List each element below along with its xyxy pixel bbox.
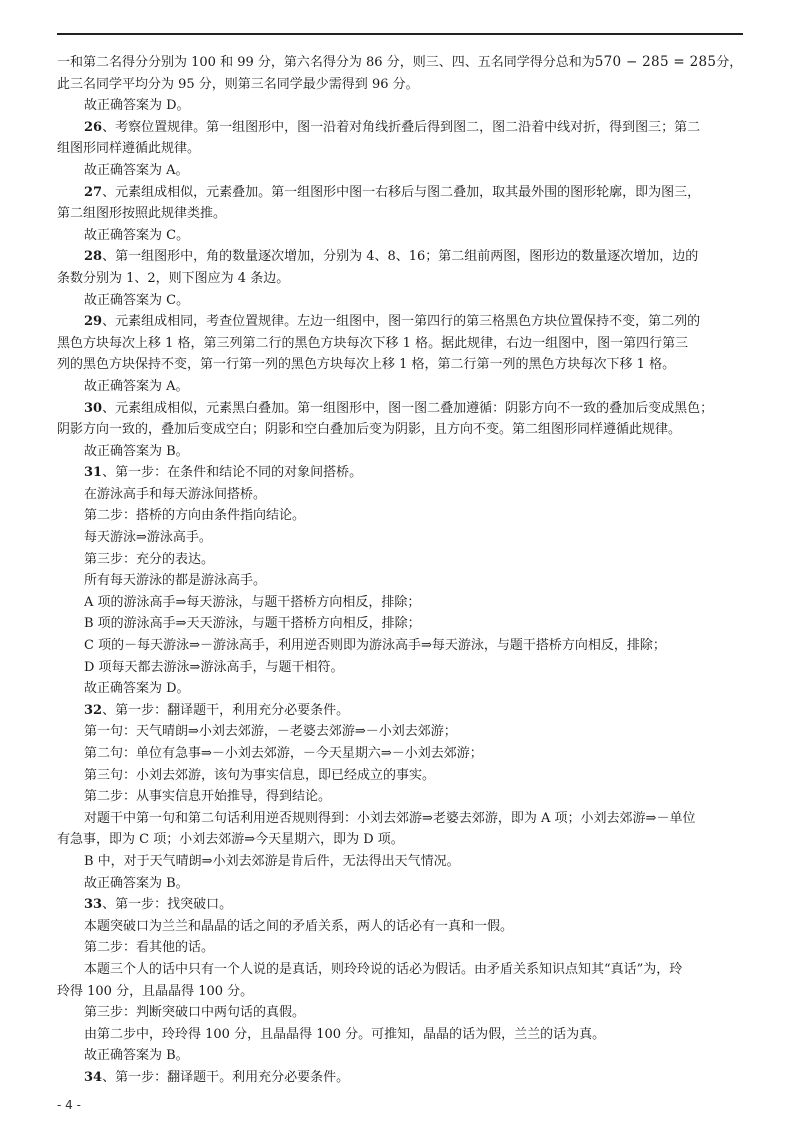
text-line: 第三句：小刘去郊游，该句为事实信息，即已经成立的事实。	[84, 767, 436, 783]
text-line: A 项的游泳高手⇒每天游泳，与题干搭桥方向相反，排除；	[84, 594, 421, 610]
question-text: 、第一步：在条件和结论不同的对象间搭桥。	[102, 465, 363, 481]
text-line: 第二句：单位有急事⇒－小刘去郊游，－今天星期六⇒－小刘去郊游；	[84, 746, 483, 761]
question-text: 、元素组成相似，元素叠加。第一组图形中图一右移后与图二叠加，取其最外围的图形轮廓，即为图三，	[102, 184, 701, 200]
answer-line: 故正确答案为 B。	[84, 875, 189, 891]
question-number: 29	[84, 314, 103, 330]
text-line: 所有每天游泳的都是游泳高手。	[84, 573, 267, 589]
text-line: 本题突破口为兰兰和晶晶的话之间的矛盾关系，两人的话必有一真和一假。	[84, 918, 514, 934]
text-line: 第一句：天气晴朗⇒小刘去郊游，－老婆去郊游⇒－小刘去郊游；	[84, 724, 457, 740]
text-line: 列的黑色方块保持不变，第一行第一列的黑色方块每次上移 1 格，第二行第一列的黑色方块每次下移 1 格。	[57, 357, 676, 373]
text-line: 阴影方向一致的，叠加后变成空白；阴影和空白叠加后变为阴影，且方向不变。第二组图形同样遵循此规律。	[57, 422, 682, 438]
text-line: 第二组图形按照此规律类推。	[57, 206, 227, 222]
text-line: 有急事，即为 C 项；小刘去郊游⇒今天星期六，即为 D 项。	[57, 832, 404, 848]
text-line: B 项的游泳高手⇒天天游泳，与题干搭桥方向相反，排除；	[84, 616, 421, 632]
question-number: 34	[84, 1069, 103, 1085]
text-line: 第二步：从事实信息开始推导，得到结论。	[84, 789, 332, 805]
question-number: 26	[84, 119, 103, 135]
text-line: 每天游泳⇒游泳高手。	[84, 530, 212, 546]
question-28	[57, 246, 743, 268]
question-33	[57, 894, 743, 916]
question-text: 、第一组图形中，角的数量逐次增加，分别为 4、8、16；第二组前两图，图形边的数量逐次增加，边的	[102, 249, 699, 265]
question-30	[57, 398, 743, 420]
answer-line: 故正确答案为 B。	[84, 443, 189, 459]
text-line: 在游泳高手和每天游泳间搭桥。	[84, 486, 267, 502]
answer-line: 故正确答案为 D。	[84, 98, 190, 114]
answer-line: 故正确答案为 B。	[84, 1048, 189, 1064]
text-line: 本题三个人的话中只有一个人说的是真话，则玲玲说的话必为假话。由矛盾关系知识点知其“真话”为，玲	[84, 961, 683, 977]
answer-line: 故正确答案为 C。	[84, 292, 190, 308]
text-line: 第二步：看其他的话。	[84, 940, 215, 956]
text-line: 由第二步中，玲玲得 100 分，且晶晶得 100 分。可推知，晶晶的话为假，兰兰的话为真。	[84, 1026, 606, 1042]
page-content	[57, 52, 743, 1089]
answer-line: 故正确答案为 C。	[84, 227, 190, 243]
text-line: 此三名同学平均分为 95 分，则第三名同学最少需得到 96 分。	[57, 76, 419, 92]
page-number: - 4 -	[57, 1098, 81, 1112]
question-text: 、考察位置规律。第一组图形中，图一沿着对角线折叠后得到图二，图二沿着中线对折，得到图三；第二	[102, 119, 701, 135]
text-line: 第二步：搭桥的方向由条件指向结论。	[84, 508, 306, 524]
question-text: 、第一步：找突破口。	[102, 897, 233, 913]
text-line: 对题干中第一句和第二句话利用逆否规则得到：小刘去郊游⇒老婆去郊游，即为 A 项；小刘去郊游⇒－单位	[84, 810, 696, 826]
text-line: 玲得 100 分，且晶晶得 100 分。	[57, 983, 254, 999]
text-line: B 中，对于天气晴朗⇒小刘去郊游是肯后件，无法得出天气情况。	[84, 853, 460, 869]
header-rule	[57, 33, 743, 35]
question-number: 30	[84, 400, 103, 416]
question-number: 28	[84, 249, 103, 265]
question-26	[57, 117, 743, 139]
intro-text: 一和第二名得分分别为 100 和 99 分，第六名得分为 86 分，则三、四、五名同学得分总和为	[57, 55, 595, 70]
question-27	[57, 182, 743, 204]
text-line: C 项的－每天游泳⇒－游泳高手，利用逆否则即为游泳高手⇒每天游泳，与题干搭桥方向相反，排除；	[84, 638, 666, 654]
intro-text: 分，	[716, 55, 743, 70]
text-line	[57, 52, 743, 74]
question-number: 33	[84, 897, 103, 913]
question-text: 、元素组成相同，考查位置规律。左边一组图中，图一第四行的第三格黑色方块位置保持不变，第二列的	[102, 314, 701, 330]
text-line: D 项每天都去游泳⇒游泳高手，与题干相符。	[84, 659, 344, 675]
question-29	[57, 311, 743, 333]
question-32	[57, 700, 743, 722]
text-line: 条数分别为 1、2，则下图应为 4 条边。	[57, 270, 290, 286]
text-line: 第三步：判断突破口中两句话的真假。	[84, 1005, 306, 1021]
question-text: 、第一步：翻译题干。利用充分必要条件。	[102, 1069, 350, 1085]
answer-line: 故正确答案为 A。	[84, 162, 189, 178]
question-text: 、元素组成相似，元素黑白叠加。第一组图形中，图一图二叠加遵循：阴影方向不一致的叠加后变成黑色；	[102, 400, 714, 416]
question-34	[57, 1067, 743, 1089]
text-line: 组图形同样遵循此规律。	[57, 141, 201, 157]
answer-line: 故正确答案为 A。	[84, 378, 189, 394]
answer-line: 故正确答案为 D。	[84, 681, 190, 697]
math-expression: 570 − 285 = 285	[594, 54, 717, 70]
text-line: 黑色方块每次上移 1 格，第三列第二行的黑色方块每次下移 1 格。据此规律，右边一组图中，图一第四行第三	[57, 335, 689, 351]
text-line: 第三步：充分的表达。	[84, 551, 215, 567]
question-text: 、第一步：翻译题干，利用充分必要条件。	[102, 702, 350, 718]
question-number: 27	[84, 184, 103, 200]
question-number: 31	[84, 465, 103, 481]
question-number: 32	[84, 702, 103, 718]
question-31	[57, 462, 743, 484]
